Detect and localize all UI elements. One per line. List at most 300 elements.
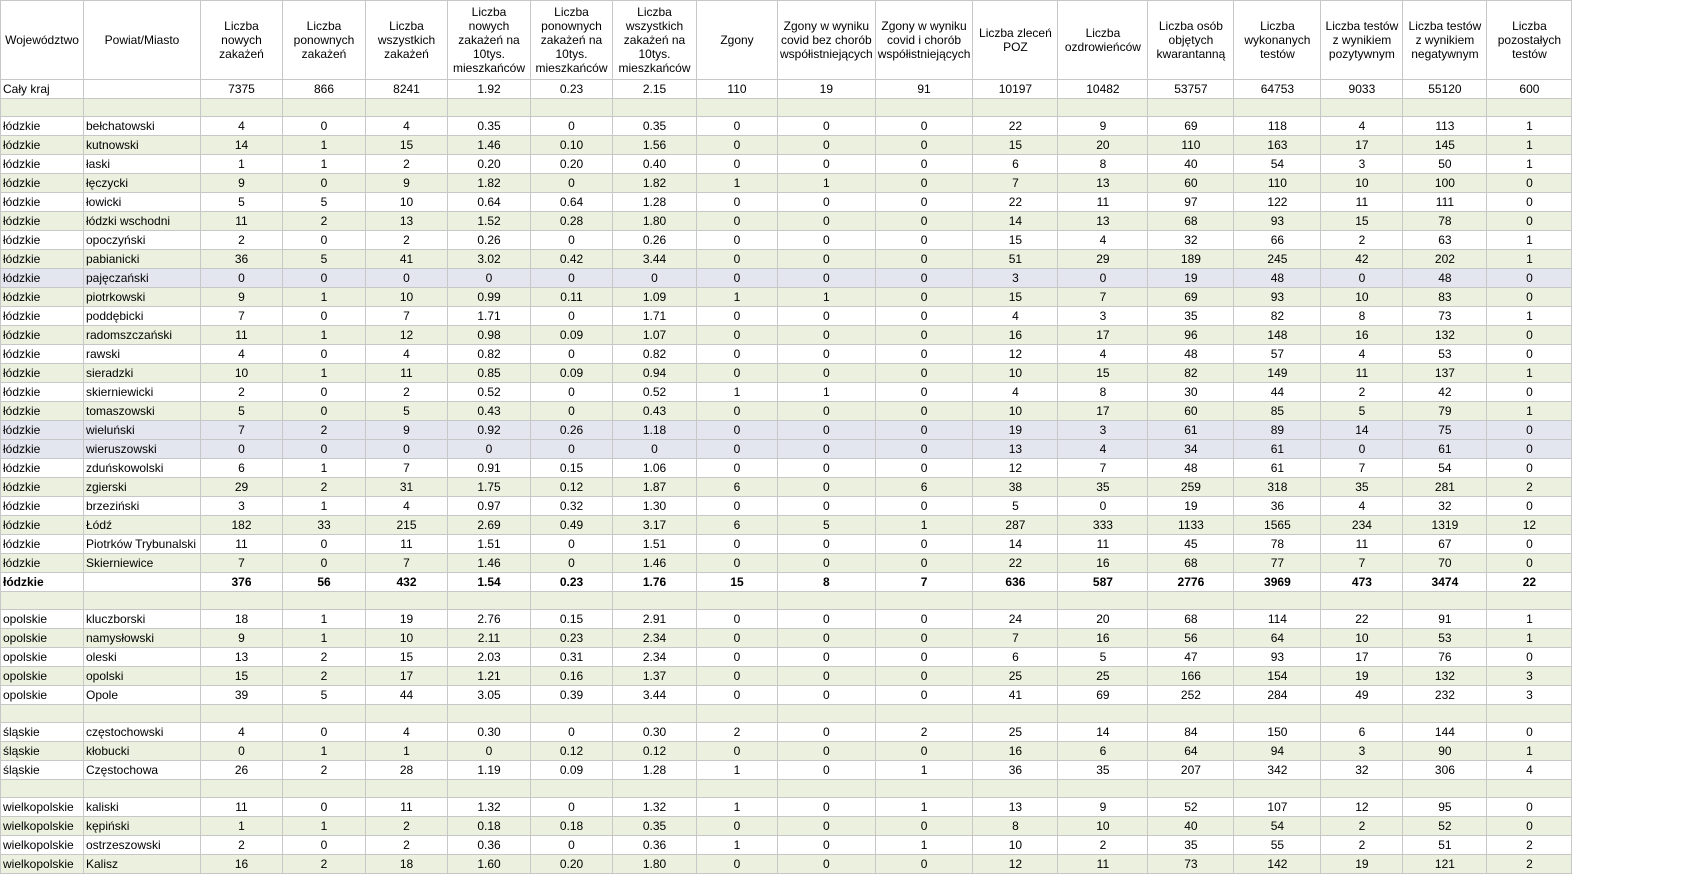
value-cell: 1.32 [448, 798, 531, 817]
value-cell [366, 705, 448, 723]
value-cell: 1.82 [448, 174, 531, 193]
voivodeship-cell: wielkopolskie [1, 798, 84, 817]
value-cell: 0 [778, 648, 876, 667]
value-cell: 0 [875, 686, 973, 705]
value-cell: 0 [697, 459, 778, 478]
value-cell: 1 [283, 155, 366, 174]
value-cell: 93 [1234, 288, 1321, 307]
value-cell: 15 [201, 667, 283, 686]
value-cell: 0.35 [613, 817, 697, 836]
value-cell: 207 [1148, 761, 1234, 780]
value-cell: 24 [973, 610, 1058, 629]
value-cell: 0 [531, 117, 613, 136]
value-cell [1148, 780, 1234, 798]
value-cell [283, 705, 366, 723]
value-cell: 0 [697, 345, 778, 364]
value-cell: 4 [973, 383, 1058, 402]
value-cell: 20 [1058, 610, 1148, 629]
value-cell: 0.20 [531, 155, 613, 174]
value-cell: 3 [1058, 307, 1148, 326]
value-cell: 1 [697, 288, 778, 307]
value-cell: 5 [366, 402, 448, 421]
value-cell: 44 [1234, 383, 1321, 402]
value-cell: 7 [201, 421, 283, 440]
voivodeship-cell: wielkopolskie [1, 855, 84, 874]
value-cell: 9 [1058, 798, 1148, 817]
value-cell: 1 [697, 761, 778, 780]
value-cell: 1.87 [613, 478, 697, 497]
value-cell: 5 [283, 250, 366, 269]
value-cell: 19 [1321, 667, 1403, 686]
value-cell: 0.36 [613, 836, 697, 855]
value-cell: 0.92 [448, 421, 531, 440]
value-cell [1058, 99, 1148, 117]
value-cell: 2 [283, 648, 366, 667]
value-cell: 17 [1058, 402, 1148, 421]
value-cell [613, 592, 697, 610]
value-cell: 0.12 [613, 742, 697, 761]
total-row [1, 573, 1572, 592]
value-cell: 0.31 [531, 648, 613, 667]
value-cell: 149 [1234, 364, 1321, 383]
table-row [1, 288, 1572, 307]
value-cell: 61 [1234, 440, 1321, 459]
value-cell: 0 [697, 817, 778, 836]
value-cell: 13 [973, 440, 1058, 459]
column-header: Liczba pozostałych testów [1487, 1, 1572, 80]
value-cell: 3474 [1403, 573, 1487, 592]
voivodeship-cell: łódzkie [1, 573, 84, 592]
value-cell: 1 [1487, 402, 1572, 421]
value-cell: 0 [283, 554, 366, 573]
value-cell: 61 [1403, 440, 1487, 459]
value-cell: 0 [875, 155, 973, 174]
value-cell: 0 [1487, 174, 1572, 193]
value-cell: 0.94 [613, 364, 697, 383]
voivodeship-cell [1, 705, 84, 723]
value-cell: 60 [1148, 402, 1234, 421]
value-cell: 15 [366, 136, 448, 155]
value-cell: 132 [1403, 667, 1487, 686]
voivodeship-cell: opolskie [1, 610, 84, 629]
value-cell: 0.52 [448, 383, 531, 402]
table-header [1, 1, 1572, 80]
table-row [1, 440, 1572, 459]
voivodeship-cell: śląskie [1, 742, 84, 761]
value-cell: 2 [1321, 836, 1403, 855]
value-cell: 1 [1487, 117, 1572, 136]
value-cell: 4 [366, 117, 448, 136]
value-cell: 3 [1058, 421, 1148, 440]
county-cell: zduńskowolski [84, 459, 201, 478]
value-cell: 0.23 [531, 629, 613, 648]
voivodeship-cell: łódzkie [1, 478, 84, 497]
value-cell: 0 [778, 761, 876, 780]
header-row [1, 1, 1572, 80]
value-cell [778, 99, 876, 117]
value-cell: 0.09 [531, 364, 613, 383]
value-cell [283, 780, 366, 798]
value-cell: 0 [697, 742, 778, 761]
voivodeship-cell: Cały kraj [1, 80, 84, 99]
value-cell [875, 705, 973, 723]
value-cell: 2 [697, 723, 778, 742]
value-cell: 2 [201, 836, 283, 855]
value-cell: 0 [875, 855, 973, 874]
value-cell: 1133 [1148, 516, 1234, 535]
table-row [1, 554, 1572, 573]
value-cell: 53 [1403, 345, 1487, 364]
value-cell: 1.37 [613, 667, 697, 686]
value-cell: 0.49 [531, 516, 613, 535]
column-header: Liczba zleceń POZ [973, 1, 1058, 80]
county-cell: kaliski [84, 798, 201, 817]
value-cell: 16 [201, 855, 283, 874]
value-cell: 0 [201, 440, 283, 459]
value-cell: 0 [1487, 554, 1572, 573]
value-cell: 69 [1058, 686, 1148, 705]
table-row [1, 535, 1572, 554]
value-cell: 3 [1487, 686, 1572, 705]
value-cell: 0 [875, 667, 973, 686]
value-cell: 16 [1058, 629, 1148, 648]
value-cell: 42 [1403, 383, 1487, 402]
value-cell: 1.21 [448, 667, 531, 686]
table-row [1, 326, 1572, 345]
value-cell: 0 [778, 817, 876, 836]
value-cell: 1.60 [448, 855, 531, 874]
value-cell: 0 [1487, 383, 1572, 402]
value-cell: 1 [1487, 250, 1572, 269]
value-cell: 78 [1234, 535, 1321, 554]
county-cell: oleski [84, 648, 201, 667]
separator-row [1, 780, 1572, 798]
table-row [1, 742, 1572, 761]
value-cell: 0.26 [613, 231, 697, 250]
value-cell: 0 [875, 269, 973, 288]
value-cell: 0.35 [448, 117, 531, 136]
value-cell: 0 [778, 478, 876, 497]
voivodeship-cell: opolskie [1, 648, 84, 667]
value-cell: 0 [875, 421, 973, 440]
voivodeship-cell: łódzkie [1, 326, 84, 345]
value-cell: 0.52 [613, 383, 697, 402]
value-cell [201, 99, 283, 117]
value-cell: 252 [1148, 686, 1234, 705]
value-cell: 17 [366, 667, 448, 686]
value-cell: 1.07 [613, 326, 697, 345]
value-cell: 7 [1321, 459, 1403, 478]
value-cell: 10 [366, 288, 448, 307]
value-cell: 11 [366, 535, 448, 554]
value-cell: 110 [1148, 136, 1234, 155]
voivodeship-cell: śląskie [1, 723, 84, 742]
value-cell: 29 [1058, 250, 1148, 269]
value-cell: 18 [366, 855, 448, 874]
value-cell: 113 [1403, 117, 1487, 136]
value-cell: 0 [531, 269, 613, 288]
value-cell: 0 [778, 459, 876, 478]
value-cell [1403, 780, 1487, 798]
value-cell: 0 [448, 440, 531, 459]
value-cell: 1.71 [448, 307, 531, 326]
value-cell: 95 [1403, 798, 1487, 817]
value-cell [201, 592, 283, 610]
value-cell: 1 [283, 610, 366, 629]
value-cell: 4 [1321, 497, 1403, 516]
table-row [1, 269, 1572, 288]
value-cell: 15 [366, 648, 448, 667]
value-cell: 10 [973, 402, 1058, 421]
value-cell: 189 [1148, 250, 1234, 269]
value-cell: 69 [1148, 288, 1234, 307]
value-cell [531, 592, 613, 610]
value-cell: 0 [778, 554, 876, 573]
value-cell [1148, 705, 1234, 723]
value-cell: 234 [1321, 516, 1403, 535]
value-cell: 0 [778, 136, 876, 155]
value-cell: 12 [1487, 516, 1572, 535]
column-header: Liczba osób objętych kwarantanną [1148, 1, 1234, 80]
value-cell: 15 [697, 573, 778, 592]
value-cell: 0 [1487, 269, 1572, 288]
value-cell: 51 [1403, 836, 1487, 855]
value-cell: 4 [1058, 231, 1148, 250]
value-cell: 306 [1403, 761, 1487, 780]
table-row [1, 212, 1572, 231]
value-cell: 2.34 [613, 648, 697, 667]
value-cell: 49 [1321, 686, 1403, 705]
value-cell: 1 [283, 629, 366, 648]
value-cell: 9 [201, 174, 283, 193]
county-cell: opolski [84, 667, 201, 686]
table-body [1, 80, 1572, 874]
value-cell: 7 [973, 174, 1058, 193]
value-cell: 0 [1487, 648, 1572, 667]
table-row [1, 667, 1572, 686]
value-cell: 0.12 [531, 742, 613, 761]
value-cell: 12 [366, 326, 448, 345]
value-cell: 2 [283, 761, 366, 780]
column-header: Zgony w wyniku covid i chorób współistniejących [875, 1, 973, 80]
value-cell: 10 [973, 836, 1058, 855]
value-cell: 93 [1234, 648, 1321, 667]
table-row [1, 723, 1572, 742]
value-cell: 3 [973, 269, 1058, 288]
value-cell: 0 [1487, 345, 1572, 364]
value-cell: 284 [1234, 686, 1321, 705]
value-cell: 0 [283, 174, 366, 193]
value-cell: 0 [1487, 817, 1572, 836]
value-cell: 2 [283, 667, 366, 686]
value-cell: 4 [201, 723, 283, 742]
value-cell: 12 [1321, 798, 1403, 817]
value-cell: 2 [1321, 817, 1403, 836]
value-cell: 0 [366, 440, 448, 459]
value-cell: 0 [697, 212, 778, 231]
value-cell: 2 [201, 383, 283, 402]
value-cell: 3 [201, 497, 283, 516]
value-cell: 4 [1321, 345, 1403, 364]
value-cell: 0 [448, 742, 531, 761]
value-cell: 110 [1234, 174, 1321, 193]
column-header: Liczba wszystkich zakażeń na 10tys. mieszkańców [613, 1, 697, 80]
value-cell: 11 [1058, 855, 1148, 874]
value-cell [448, 780, 531, 798]
value-cell: 35 [1058, 478, 1148, 497]
value-cell: 0 [697, 686, 778, 705]
value-cell: 0 [366, 269, 448, 288]
value-cell: 1.46 [448, 554, 531, 573]
county-cell: Piotrków Trybunalski [84, 535, 201, 554]
value-cell: 96 [1148, 326, 1234, 345]
value-cell [1148, 99, 1234, 117]
value-cell: 0 [778, 610, 876, 629]
value-cell: 41 [973, 686, 1058, 705]
value-cell: 0 [531, 345, 613, 364]
value-cell [1148, 592, 1234, 610]
table-row [1, 193, 1572, 212]
value-cell: 0 [875, 231, 973, 250]
value-cell: 0 [875, 174, 973, 193]
value-cell: 215 [366, 516, 448, 535]
voivodeship-cell: łódzkie [1, 231, 84, 250]
value-cell: 2 [1058, 836, 1148, 855]
value-cell: 0 [531, 440, 613, 459]
value-cell: 6 [1321, 723, 1403, 742]
value-cell: 67 [1403, 535, 1487, 554]
county-cell: pabianicki [84, 250, 201, 269]
value-cell: 2.03 [448, 648, 531, 667]
value-cell: 3.44 [613, 686, 697, 705]
value-cell: 32 [1148, 231, 1234, 250]
voivodeship-cell: łódzkie [1, 364, 84, 383]
value-cell: 0.12 [531, 478, 613, 497]
voivodeship-cell: śląskie [1, 761, 84, 780]
value-cell: 10 [1321, 174, 1403, 193]
value-cell: 0 [778, 497, 876, 516]
value-cell: 3.17 [613, 516, 697, 535]
value-cell: 432 [366, 573, 448, 592]
value-cell: 0.40 [613, 155, 697, 174]
value-cell: 14 [1058, 723, 1148, 742]
value-cell: 40 [1148, 817, 1234, 836]
value-cell: 1.80 [613, 855, 697, 874]
table-row [1, 117, 1572, 136]
voivodeship-cell: łódzkie [1, 459, 84, 478]
value-cell: 53757 [1148, 80, 1234, 99]
value-cell: 41 [366, 250, 448, 269]
value-cell: 1.28 [613, 761, 697, 780]
value-cell: 0.26 [531, 421, 613, 440]
value-cell [973, 705, 1058, 723]
value-cell: 15 [1058, 364, 1148, 383]
county-cell [84, 80, 201, 99]
value-cell: 0 [697, 117, 778, 136]
value-cell: 61 [1148, 421, 1234, 440]
county-cell: łódzki wschodni [84, 212, 201, 231]
value-cell: 9 [366, 421, 448, 440]
voivodeship-cell: łódzkie [1, 117, 84, 136]
value-cell: 1 [201, 155, 283, 174]
value-cell: 0 [875, 250, 973, 269]
value-cell: 0 [283, 723, 366, 742]
table-row [1, 516, 1572, 535]
county-cell: namysłowski [84, 629, 201, 648]
value-cell: 47 [1148, 648, 1234, 667]
value-cell: 0 [283, 269, 366, 288]
value-cell [448, 99, 531, 117]
value-cell: 0.36 [448, 836, 531, 855]
value-cell: 48 [1148, 345, 1234, 364]
value-cell [1234, 780, 1321, 798]
value-cell: 10 [366, 193, 448, 212]
value-cell: 90 [1403, 742, 1487, 761]
county-cell: piotrkowski [84, 288, 201, 307]
value-cell: 0 [697, 629, 778, 648]
value-cell: 0 [1321, 440, 1403, 459]
value-cell: 1 [778, 383, 876, 402]
value-cell: 1.09 [613, 288, 697, 307]
table-row [1, 174, 1572, 193]
value-cell: 0.16 [531, 667, 613, 686]
value-cell: 4 [366, 345, 448, 364]
value-cell: 34 [1148, 440, 1234, 459]
value-cell: 150 [1234, 723, 1321, 742]
value-cell: 1 [1487, 155, 1572, 174]
value-cell: 48 [1403, 269, 1487, 288]
voivodeship-cell: łódzkie [1, 250, 84, 269]
table-row [1, 610, 1572, 629]
value-cell: 76 [1403, 648, 1487, 667]
value-cell: 10482 [1058, 80, 1148, 99]
value-cell: 1565 [1234, 516, 1321, 535]
value-cell: 118 [1234, 117, 1321, 136]
value-cell: 22 [1487, 573, 1572, 592]
value-cell [448, 592, 531, 610]
value-cell: 0.99 [448, 288, 531, 307]
voivodeship-cell: łódzkie [1, 155, 84, 174]
value-cell: 4 [366, 723, 448, 742]
value-cell: 0 [697, 610, 778, 629]
value-cell: 342 [1234, 761, 1321, 780]
value-cell: 15 [1321, 212, 1403, 231]
value-cell: 22 [973, 193, 1058, 212]
value-cell: 866 [283, 80, 366, 99]
separator-row [1, 705, 1572, 723]
value-cell: 0 [531, 307, 613, 326]
table-row [1, 798, 1572, 817]
value-cell: 1 [875, 798, 973, 817]
column-header: Liczba ozdrowieńców [1058, 1, 1148, 80]
value-cell: 0 [875, 117, 973, 136]
value-cell: 48 [1148, 459, 1234, 478]
table-row [1, 307, 1572, 326]
value-cell: 2 [1321, 231, 1403, 250]
value-cell [1487, 99, 1572, 117]
county-cell: rawski [84, 345, 201, 364]
value-cell: 2 [283, 421, 366, 440]
value-cell: 16 [1058, 554, 1148, 573]
voivodeship-cell: łódzkie [1, 345, 84, 364]
value-cell: 0.23 [531, 80, 613, 99]
value-cell: 0 [1058, 497, 1148, 516]
value-cell: 17 [1058, 326, 1148, 345]
value-cell: 7 [875, 573, 973, 592]
value-cell: 0 [1487, 212, 1572, 231]
value-cell: 0 [613, 440, 697, 459]
value-cell: 0.30 [448, 723, 531, 742]
